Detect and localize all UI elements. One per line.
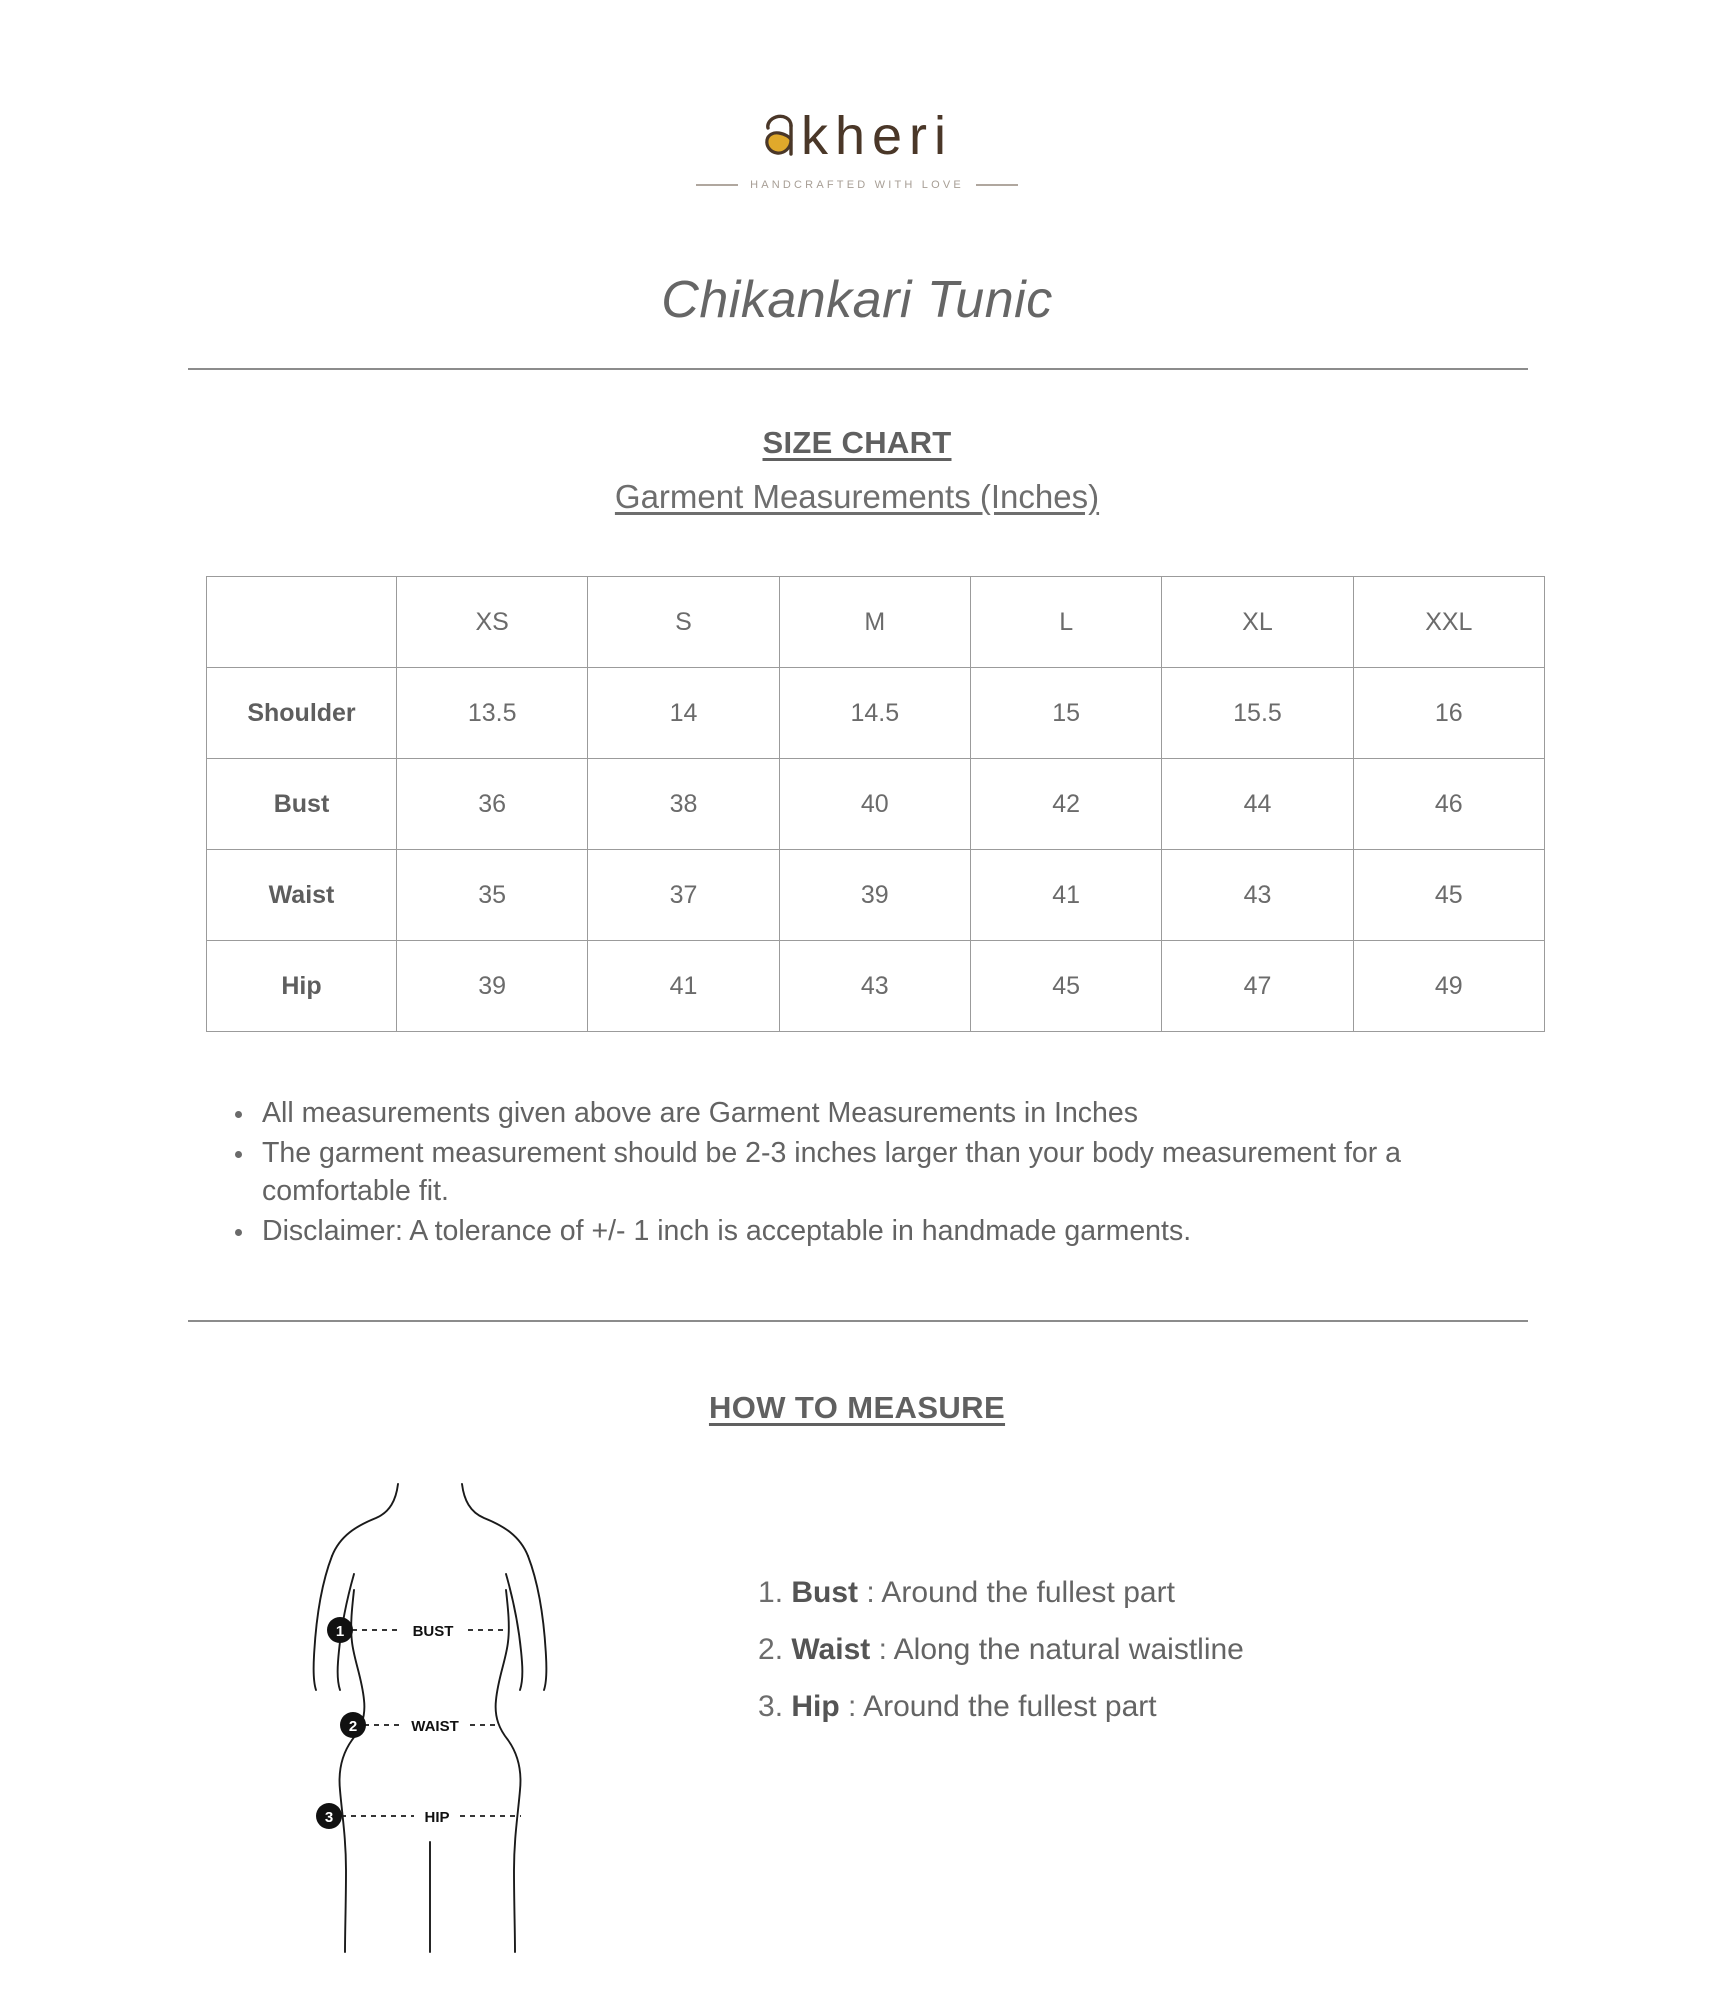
- cell-hip-xl: 47: [1162, 941, 1353, 1032]
- cell-waist-xxl: 45: [1353, 850, 1544, 941]
- list-item: The garment measurement should be 2-3 inches larger than your body measurement for a comfortable fit.: [222, 1135, 1542, 1211]
- diagram-marker-3: [316, 1803, 342, 1829]
- table-corner-cell: [207, 577, 397, 668]
- row-label-shoulder: Shoulder: [207, 668, 397, 759]
- measure-value-waist: Along the natural waistline: [893, 1633, 1244, 1666]
- cell-shoulder-xs: 13.5: [397, 668, 588, 759]
- notes-list: [222, 1095, 1542, 1253]
- list-item: Disclaimer: A tolerance of +/- 1 inch is acceptable in handmade garments.: [222, 1213, 1542, 1251]
- column-header-xl: XL: [1162, 577, 1353, 668]
- cell-bust-xl: 44: [1162, 759, 1353, 850]
- cell-bust-xs: 36: [397, 759, 588, 850]
- cell-hip-l: 45: [970, 941, 1161, 1032]
- cell-waist-m: 39: [779, 850, 970, 941]
- column-header-xxl: XXL: [1353, 577, 1544, 668]
- cell-waist-xs: 35: [397, 850, 588, 941]
- table-row: [207, 759, 1545, 850]
- cell-bust-s: 38: [588, 759, 779, 850]
- diagram-label-waist: WAIST: [411, 1718, 459, 1735]
- table-row: [207, 668, 1545, 759]
- cell-hip-m: 43: [779, 941, 970, 1032]
- cell-bust-m: 40: [779, 759, 970, 850]
- measure-separator: :: [866, 1576, 875, 1609]
- column-header-l: L: [970, 577, 1161, 668]
- size-chart-table: [206, 576, 1545, 1032]
- table-row: [207, 941, 1545, 1032]
- diagram-marker-1: [327, 1617, 353, 1643]
- measure-value-bust: Around the fullest part: [881, 1576, 1175, 1609]
- column-header-s: S: [588, 577, 779, 668]
- diagram-label-bust: BUST: [412, 1623, 454, 1640]
- measure-key-bust: Bust: [791, 1576, 859, 1609]
- svg-text:2: 2: [348, 1718, 358, 1735]
- brand-a-glyph-icon: [761, 108, 801, 154]
- measure-separator: :: [878, 1633, 887, 1666]
- cell-bust-l: 42: [970, 759, 1161, 850]
- table-header-row: [207, 577, 1545, 668]
- row-label-bust: Bust: [207, 759, 397, 850]
- diagram-marker-2: [340, 1712, 366, 1738]
- divider-top: [188, 368, 1528, 370]
- brand-wordmark: [761, 106, 954, 166]
- size-chart-heading: SIZE CHART: [762, 425, 952, 460]
- measure-key-hip: Hip: [791, 1690, 840, 1723]
- list-item: [758, 1692, 1458, 1722]
- how-to-measure-list: [758, 1578, 1458, 1749]
- measure-value-hip: Around the fullest part: [863, 1690, 1157, 1723]
- list-item: [758, 1578, 1458, 1608]
- page-title: Chikankari Tunic: [661, 271, 1053, 329]
- diagram-label-hip: HIP: [424, 1809, 450, 1826]
- column-header-xs: XS: [397, 577, 588, 668]
- cell-hip-xxl: 49: [1353, 941, 1544, 1032]
- brand-header: [0, 108, 1714, 191]
- list-item: All measurements given above are Garment Measurements in Inches: [222, 1095, 1542, 1133]
- cell-hip-s: 41: [588, 941, 779, 1032]
- svg-text:1: 1: [335, 1623, 345, 1640]
- cell-shoulder-m: 14.5: [779, 668, 970, 759]
- cell-shoulder-xxl: 16: [1353, 668, 1544, 759]
- cell-shoulder-s: 14: [588, 668, 779, 759]
- tagline-rule-right-icon: [976, 184, 1018, 186]
- cell-waist-l: 41: [970, 850, 1161, 941]
- how-to-measure-heading-block: [0, 1390, 1714, 1426]
- cell-shoulder-xl: 15.5: [1162, 668, 1353, 759]
- measure-separator: :: [848, 1690, 857, 1723]
- table-row: [207, 850, 1545, 941]
- cell-hip-xs: 39: [397, 941, 588, 1032]
- svg-text:3: 3: [324, 1809, 334, 1826]
- row-label-waist: Waist: [207, 850, 397, 941]
- brand-tagline-row: [0, 179, 1714, 191]
- brand-wordmark-text: kheri: [800, 106, 954, 166]
- body-measurement-diagram: [290, 1478, 590, 1958]
- divider-middle: [188, 1320, 1528, 1322]
- cell-shoulder-l: 15: [970, 668, 1161, 759]
- column-header-m: M: [779, 577, 970, 668]
- list-item: [758, 1635, 1458, 1665]
- cell-bust-xxl: 46: [1353, 759, 1544, 850]
- row-label-hip: Hip: [207, 941, 397, 1032]
- size-chart-heading-block: [0, 425, 1714, 516]
- measure-key-waist: Waist: [791, 1633, 871, 1666]
- how-to-measure-heading: HOW TO MEASURE: [708, 1390, 1006, 1425]
- size-chart-subheading: Garment Measurements (Inches): [614, 478, 1100, 515]
- cell-waist-s: 37: [588, 850, 779, 941]
- cell-waist-xl: 43: [1162, 850, 1353, 941]
- brand-tagline: HANDCRAFTED WITH LOVE: [750, 179, 964, 191]
- tagline-rule-left-icon: [696, 184, 738, 186]
